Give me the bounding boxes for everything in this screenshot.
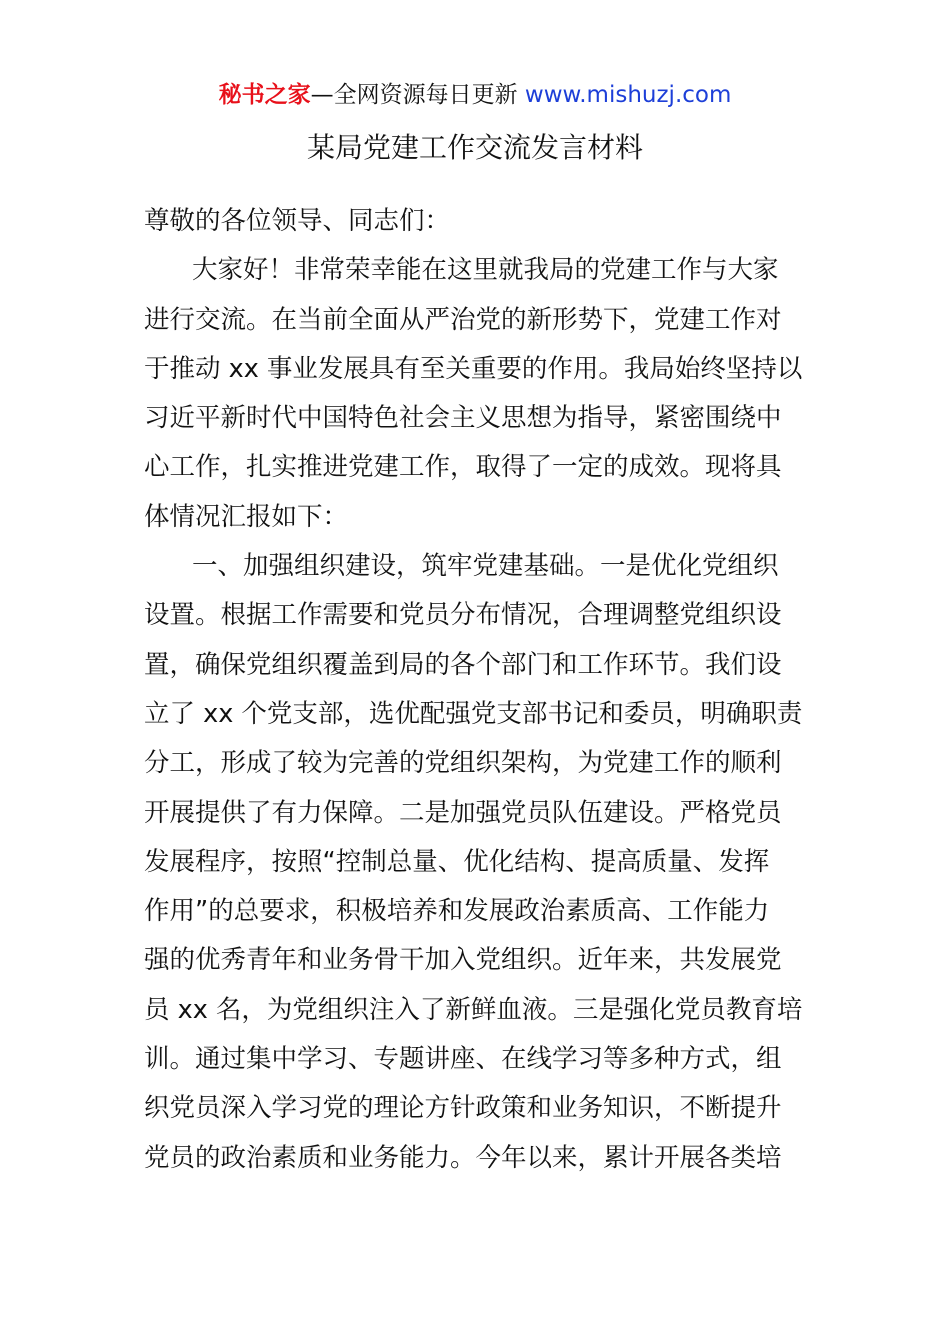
paragraph-line: 发展程序，按照“控制总量、优化结构、提高质量、发挥 [144,846,770,877]
paragraph-line: 分工，形成了较为完善的党组织架构，为党建工作的顺利 [144,748,782,779]
paragraph-line: 作用”的总要求，积极培养和发展政治素质高、工作能力 [144,896,770,927]
paragraph-line: 开展提供了有力保障。二是加强党员队伍建设。严格党员 [144,797,782,828]
paragraph-line: 强的优秀青年和业务骨干加入党组织。近年来，共发展党 [144,945,782,976]
paragraph-line: 立了 xx 个党支部，选优配强党支部书记和委员，明确职责 [144,698,803,729]
paragraph-line: 心工作，扎实推进党建工作，取得了一定的成效。现将具 [144,452,782,483]
brand-name: 秘书之家 [218,82,311,108]
paragraph-line: 大家好！非常荣幸能在这里就我局的党建工作与大家 [192,255,779,286]
paragraph-line: 党员的政治素质和业务能力。今年以来，累计开展各类培 [144,1142,782,1173]
site-url[interactable]: www.mishuzj.com [524,82,732,108]
paragraph-line: 置，确保党组织覆盖到局的各个部门和工作环节。我们设 [144,649,782,680]
paragraph-line: 设置。根据工作需要和党员分布情况，合理调整党组织设 [144,600,782,631]
paragraph-line: 体情况汇报如下： [144,501,349,532]
paragraph-line: 训。通过集中学习、专题讲座、在线学习等多种方式，组 [144,1044,782,1075]
paragraph-line: 习近平新时代中国特色社会主义思想为指导，紧密围绕中 [144,403,782,434]
paragraph-line: 员 xx 名，为党组织注入了新鲜血液。三是强化党员教育培 [144,994,803,1025]
paragraph-line: 于推动 xx 事业发展具有至关重要的作用。我局始终坚持以 [144,353,803,384]
document-body [144,197,808,1183]
site-header [0,78,950,112]
document-title: 某局党建工作交流发言材料 [306,131,643,164]
paragraph-line: 一、加强组织建设，筑牢党建基础。一是优化党组织 [192,551,779,582]
header-slogan: —全网资源每日更新 [310,82,525,108]
paragraph-line: 织党员深入学习党的理论方针政策和业务知识，不断提升 [144,1093,782,1124]
salutation-line: 尊敬的各位领导、同志们： [144,206,451,236]
paragraph-line: 进行交流。在当前全面从严治党的新形势下，党建工作对 [144,304,782,335]
